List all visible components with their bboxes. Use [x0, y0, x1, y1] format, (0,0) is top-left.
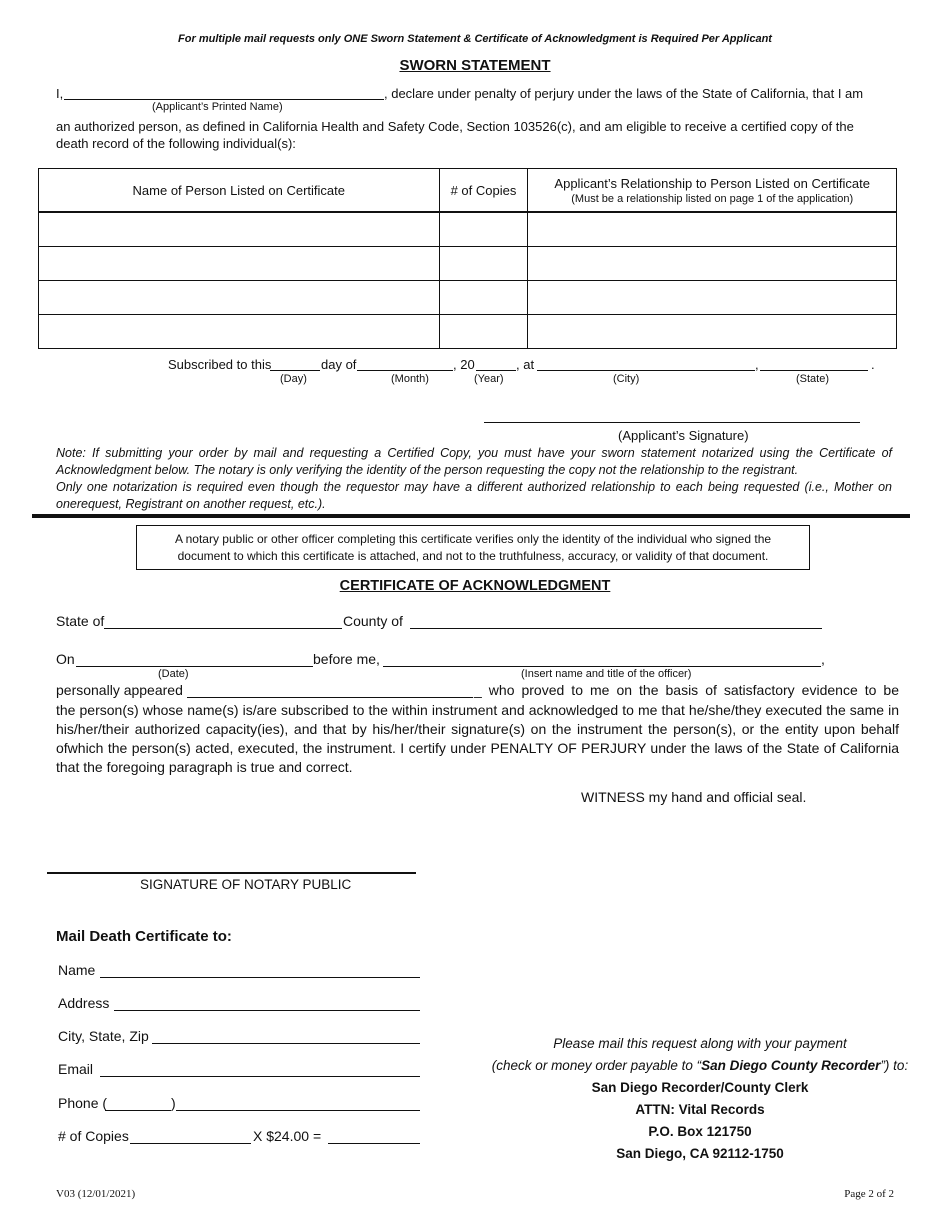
column-header-name: Name of Person Listed on Certificate — [39, 169, 440, 213]
mail-instruction-line-1: Please mail this request along with your payment — [553, 1036, 847, 1051]
table-row — [39, 247, 897, 281]
day-of-text: day of — [321, 357, 357, 372]
table-row — [39, 212, 897, 247]
day-field[interactable] — [270, 370, 320, 371]
copies-cell[interactable] — [439, 247, 528, 281]
notary-box-line-2: document to which this certificate is attached, and not to the truthfulness, accuracy, or validity of that document. — [177, 549, 769, 563]
relationship-cell[interactable] — [528, 281, 897, 315]
notary-signature-field[interactable] — [47, 872, 416, 874]
copies-cell[interactable] — [439, 212, 528, 247]
phone-area-code-field[interactable] — [105, 1110, 171, 1111]
mail-name-field[interactable] — [100, 977, 420, 978]
column-header-copies: # of Copies — [439, 169, 528, 213]
section-divider — [32, 514, 910, 518]
notary-box-line-1: A notary public or other officer completing this certificate verifies only the identity of the individual who signed the — [174, 532, 772, 546]
ack-date-field[interactable] — [76, 666, 313, 667]
year-label: (Year) — [474, 373, 504, 385]
twenty-text: , 20 — [453, 357, 475, 372]
column-header-relationship — [528, 169, 897, 213]
mail-address-field[interactable] — [114, 1010, 420, 1011]
table-header-row — [39, 169, 897, 213]
name-cell[interactable] — [39, 212, 440, 247]
mail-instruction-line-2 — [470, 1055, 930, 1077]
on-text: On — [56, 651, 75, 667]
mail-city-label: City, State, Zip — [58, 1028, 149, 1044]
i-text: I, — [56, 86, 64, 101]
acknowledgment-title: CERTIFICATE OF ACKNOWLEDGMENT — [339, 578, 611, 594]
relationship-cell[interactable] — [528, 212, 897, 247]
state-label: (State) — [796, 373, 830, 385]
before-me-text: before me, — [313, 651, 380, 667]
applicant-signature-field[interactable] — [484, 422, 860, 423]
mail-instructions — [470, 1033, 930, 1165]
payable-suffix: ”) to: — [880, 1058, 909, 1073]
mail-name-label: Name — [58, 962, 96, 978]
sworn-statement-title: SWORN STATEMENT — [399, 57, 551, 74]
at-text: , at — [516, 357, 535, 372]
relationship-header-text: Applicant’s Relationship to Person Listed on Certificate — [554, 175, 870, 191]
appeared-name-field[interactable] — [187, 697, 473, 698]
city-label: (City) — [613, 373, 640, 385]
phone-number-field[interactable] — [176, 1110, 420, 1111]
county-of-text: County of — [343, 613, 403, 629]
day-label: (Day) — [280, 373, 307, 385]
applicant-name-field[interactable] — [64, 99, 384, 100]
relationship-header-subtext: (Must be a relationship listed on page 1 of the application) — [571, 192, 854, 205]
table-row — [39, 315, 897, 349]
page-number: Page 2 of 2 — [844, 1188, 894, 1200]
ack-date-label: (Date) — [158, 668, 189, 680]
mail-copies-field[interactable] — [130, 1143, 251, 1144]
mail-form-title: Mail Death Certificate to: — [56, 928, 232, 945]
printed-name-label: (Applicant’s Printed Name) — [152, 101, 283, 113]
payable-text: (check or money order payable to “ — [491, 1058, 702, 1073]
address-line-3: P.O. Box 121750 — [648, 1124, 752, 1139]
acknowledgment-paragraph: the person(s) whose name(s) is/are subscribed to the within instrument and acknowledged to me that he/she/they executed the same in his/her/their authorized capacity(ies), and that by his/her/their signature(s) on the instrument the person(s), or the entity upon behalf ofwhich the person(s) acted, executed, the instrument. I certify under PENALTY OF PERJURY under the laws of the State of California that the foregoing paragraph is true and correct. — [56, 702, 899, 775]
sworn-line-2: an authorized person, as defined in California Health and Safety Code, Section 103526(c), and am eligible to receive a certified copy of the — [56, 119, 854, 134]
payee-name: San Diego County Recorder — [701, 1058, 881, 1073]
applicant-signature-label: (Applicant’s Signature) — [618, 428, 749, 443]
month-label: (Month) — [391, 373, 429, 385]
total-field[interactable] — [328, 1143, 420, 1144]
witness-text: WITNESS my hand and official seal. — [581, 789, 807, 805]
state-of-text: State of — [56, 613, 105, 629]
address-line-2: ATTN: Vital Records — [635, 1102, 765, 1117]
copies-cell[interactable] — [439, 281, 528, 315]
before-me-comma: , — [821, 651, 825, 667]
name-cell[interactable] — [39, 281, 440, 315]
relationship-cell[interactable] — [528, 315, 897, 349]
year-field[interactable] — [476, 370, 516, 371]
notary-signature-label: SIGNATURE OF NOTARY PUBLIC — [140, 877, 352, 892]
note-line-1: Note: If submitting your order by mail and requesting a Certified Copy, you must have your sworn statement notarized using the Certificate of Acknowledgment below. The notary is only verifying the identity of the person requesting the copy not the relationship to the registrant. — [56, 446, 892, 477]
copies-cell[interactable] — [439, 315, 528, 349]
certificate-table — [38, 168, 897, 349]
sworn-line-3: death record of the following individual(s): — [56, 136, 296, 151]
subscribed-period: . — [871, 357, 875, 372]
address-line-1: San Diego Recorder/County Clerk — [591, 1080, 809, 1095]
county-of-field[interactable] — [410, 628, 822, 629]
mail-email-label: Email — [58, 1061, 94, 1077]
officer-field[interactable] — [383, 666, 821, 667]
address-line-4: San Diego, CA 92112-1750 — [616, 1146, 784, 1161]
mail-email-field[interactable] — [100, 1076, 420, 1077]
officer-label: (Insert name and title of the officer) — [521, 668, 692, 680]
declare-text: , declare under penalty of perjury under the laws of the State of California, that I am — [384, 86, 864, 101]
name-cell[interactable] — [39, 247, 440, 281]
mail-city-field[interactable] — [152, 1043, 420, 1044]
personally-appeared-text: personally appeared — [56, 682, 183, 698]
month-field[interactable] — [357, 370, 453, 371]
price-text: X $24.00 = — [253, 1128, 322, 1144]
mail-phone-label: Phone ( — [58, 1095, 108, 1111]
phone-close-paren: ) — [171, 1095, 176, 1111]
notarization-note — [56, 445, 892, 513]
state-field[interactable] — [760, 370, 868, 371]
table-row — [39, 281, 897, 315]
mail-copies-label: # of Copies — [58, 1128, 129, 1144]
header-note: For multiple mail requests only ONE Sworn Statement & Certificate of Acknowledgment is Required Per Applicant — [178, 33, 772, 45]
proved-text: _ who proved to me on the basis of satisfactory evidence to be — [474, 682, 899, 698]
relationship-cell[interactable] — [528, 247, 897, 281]
note-line-2: Only one notarization is required even though the requestor may have a different authorized relationship to each being requested (i.e., Mother on onerequest, Registrant on another request, etc.). — [56, 480, 892, 511]
subscribed-comma: , — [755, 357, 759, 372]
state-of-field[interactable] — [104, 628, 342, 629]
form-version: V03 (12/01/2021) — [56, 1188, 136, 1200]
city-field[interactable] — [537, 370, 755, 371]
name-cell[interactable] — [39, 315, 440, 349]
subscribed-prefix: Subscribed to this — [168, 357, 272, 372]
notary-disclaimer-box — [136, 525, 810, 570]
mail-address-label: Address — [58, 995, 110, 1011]
